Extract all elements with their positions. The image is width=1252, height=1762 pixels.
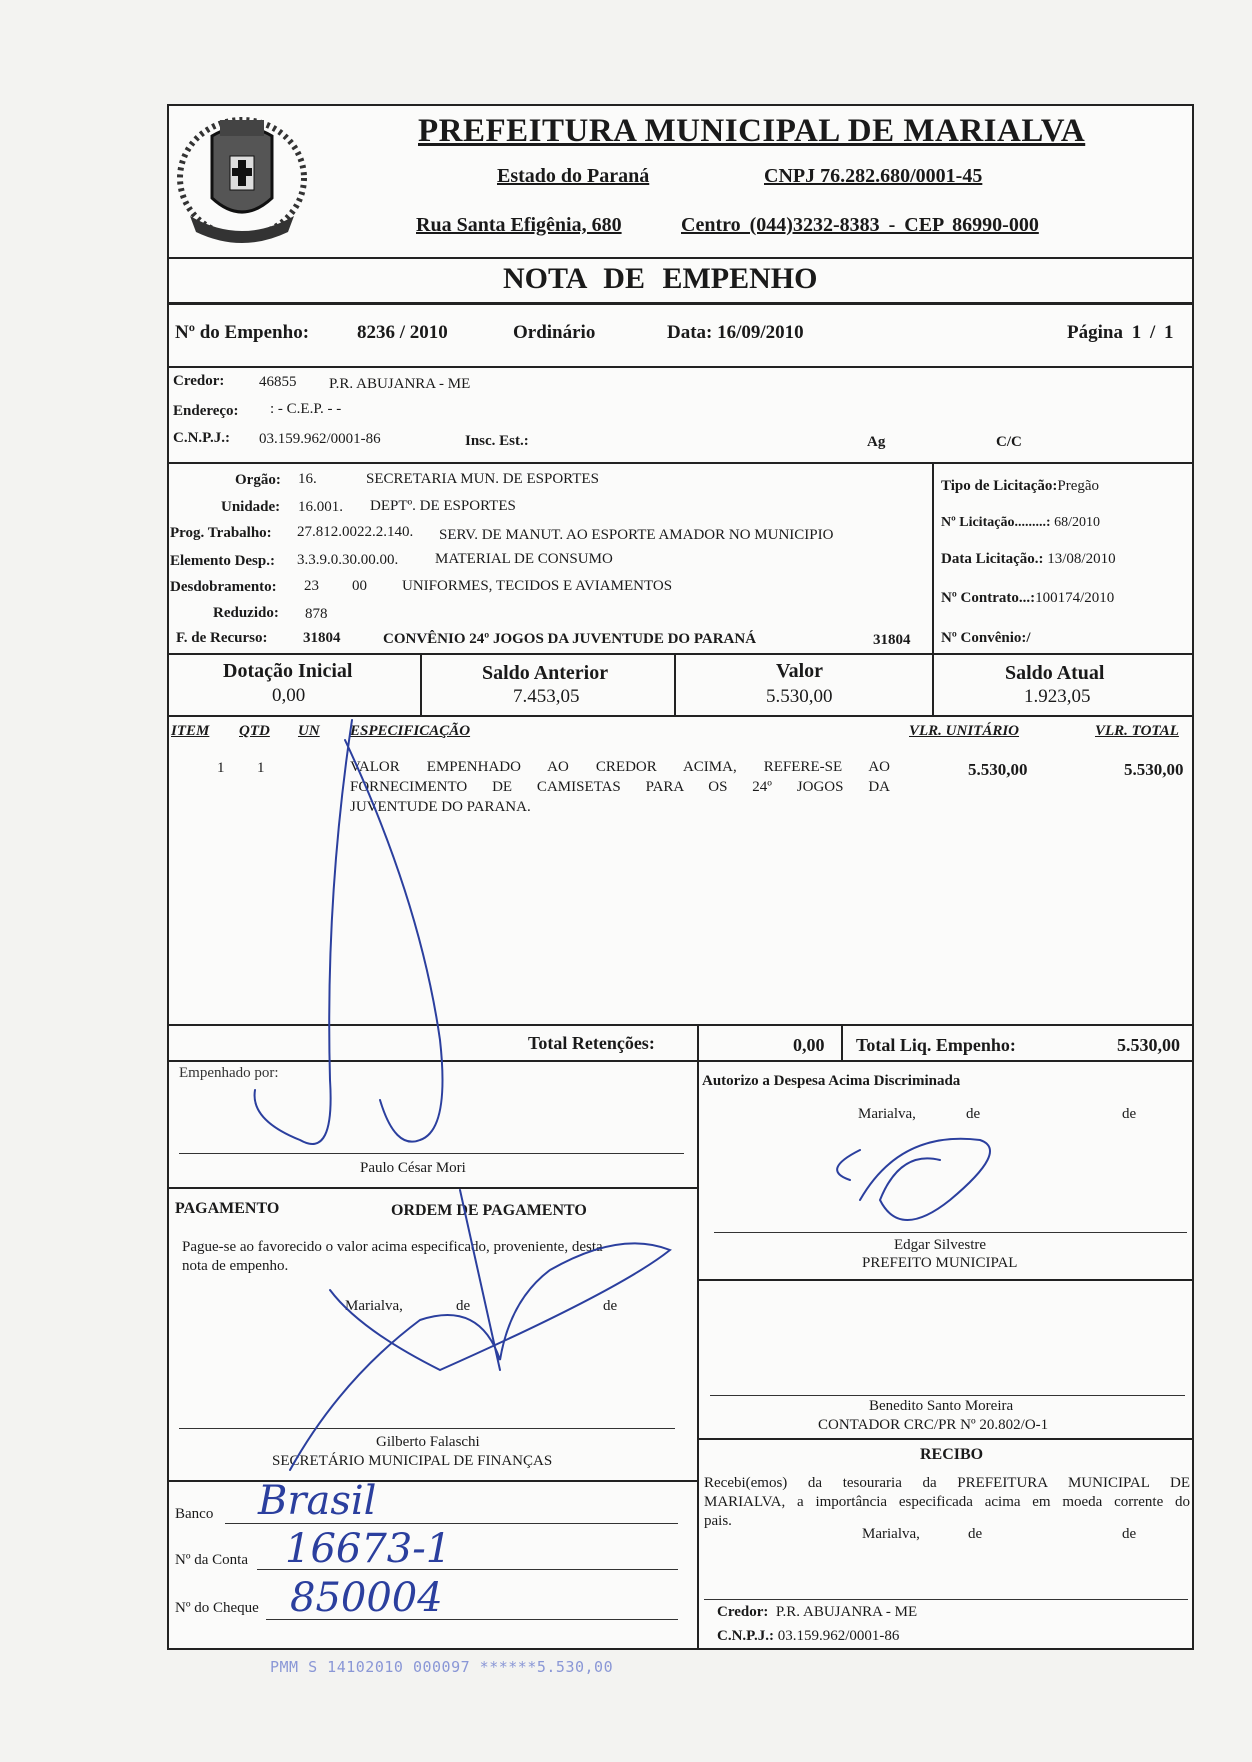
account-label: C/C [996, 434, 1022, 450]
col-header-un: UN [298, 723, 320, 739]
contract-number-value: 100174/2010 [1035, 590, 1115, 606]
document-title: NOTA DE EMPENHO [503, 262, 818, 295]
insc-est-label: Insc. Est.: [465, 433, 529, 449]
orgao-label: Orgão: [235, 472, 281, 488]
licitacao-type-value: Pregão [1057, 478, 1100, 494]
empenho-number-label: Nº do Empenho: [175, 322, 310, 343]
dotacao-value: 0,00 [272, 685, 306, 706]
licitacao-number-value: 68/2010 [1054, 515, 1100, 530]
dotacao-label: Dotação Inicial [223, 660, 353, 682]
prog-trabalho-label: Prog. Trabalho: [170, 525, 272, 541]
row-total-value: 5.530,00 [1124, 760, 1184, 779]
spec-line-1: VALOR EMPENHADO AO CREDOR ACIMA, REFERE-SE AO [350, 759, 890, 775]
unidade-code: 16.001. [298, 499, 343, 515]
recibo-line-3: pais. [704, 1513, 732, 1529]
signature-empenhado [255, 720, 443, 1144]
empenhado-label: Empenhado por: [179, 1065, 279, 1081]
address-value: : - C.E.P. - - [270, 401, 342, 417]
valor-value: 5.530,00 [766, 686, 833, 707]
desdobramento-sub: 00 [352, 578, 367, 594]
spec-line-2: FORNECIMENTO DE CAMISETAS PARA OS 24º JOGOS DA [350, 779, 890, 795]
pagamento-place: Marialva, [345, 1298, 403, 1314]
col-header-qtd: QTD [239, 723, 270, 739]
retencoes-value: 0,00 [793, 1035, 825, 1055]
reduzido-value: 878 [305, 606, 328, 622]
recibo-title: RECIBO [920, 1446, 984, 1463]
signature-secretario [290, 1190, 670, 1470]
licitacao-number-label: Nº Licitação.........: [941, 515, 1051, 530]
empenho-number: 8236 / 2010 [357, 322, 448, 343]
payment-stamp: PMM S 14102010 000097 ******5.530,00 [270, 1658, 614, 1676]
pagamento-text-line-1: Pague-se ao favorecido o valor acima especificado, proveniente, desta [182, 1239, 603, 1255]
recibo-de-2: de [1122, 1526, 1137, 1542]
convenio-label: Nº Convênio:/ [941, 630, 1031, 646]
licitacao-type-label: Tipo de Licitação: [941, 478, 1058, 494]
address-label: Endereço: [173, 403, 239, 419]
autorizo-de-2: de [1122, 1106, 1137, 1122]
conta-value: 16673-1 [285, 1526, 452, 1572]
saldo-anterior-label: Saldo Anterior [482, 662, 609, 684]
total-liquido-label: Total Liq. Empenho: [856, 1035, 1016, 1055]
elemento-code: 3.3.9.0.30.00.00. [297, 552, 399, 568]
orgao-code: 16. [298, 471, 317, 487]
recibo-line-2: MARIALVA, a importância especificada acima em moeda corrente do [704, 1494, 1190, 1510]
prefeito-name: Edgar Silvestre [894, 1237, 987, 1253]
desdobramento-code: 23 [304, 578, 319, 594]
credor-name: P.R. ABUJANRA - ME [329, 376, 471, 392]
desdobramento-label: Desdobramento: [170, 579, 277, 595]
contact-info: Centro (044)3232-8383 - CEP 86990-000 [681, 214, 1039, 236]
contador-role: CONTADOR CRC/PR Nº 20.802/O-1 [818, 1417, 1049, 1433]
spec-line-3: JUVENTUDE DO PARANA. [350, 799, 531, 815]
elemento-label: Elemento Desp.: [170, 553, 275, 569]
row-qtd: 1 [257, 760, 265, 776]
col-header-item: ITEM [171, 723, 210, 739]
cheque-label: Nº do Cheque [175, 1600, 259, 1616]
ordem-pagamento-label: ORDEM DE PAGAMENTO [391, 1202, 587, 1219]
signature-prefeito [837, 1139, 990, 1220]
pagamento-label: PAGAMENTO [175, 1200, 280, 1217]
recurso-name: CONVÊNIO 24º JOGOS DA JUVENTUDE DO PARANÁ [383, 631, 757, 647]
banco-label: Banco [175, 1506, 214, 1522]
recibo-cnpj-label: C.N.P.J.: [717, 1628, 774, 1644]
cheque-value: 850004 [290, 1575, 443, 1621]
pagamento-de-1: de [456, 1298, 471, 1314]
credor-code: 46855 [259, 374, 297, 390]
total-liquido-value: 5.530,00 [1117, 1035, 1180, 1055]
unidade-label: Unidade: [221, 499, 281, 515]
city-cnpj: CNPJ 76.282.680/0001-45 [764, 165, 983, 187]
recibo-credor-label: Credor: [717, 1604, 769, 1620]
autorizo-label: Autorizo a Despesa Acima Discriminada [702, 1073, 961, 1089]
recurso-code-2: 31804 [873, 632, 911, 648]
recurso-value: 31804 [303, 630, 341, 646]
desdobramento-name: UNIFORMES, TECIDOS E AVIAMENTOS [402, 578, 673, 594]
saldo-atual-label: Saldo Atual [1005, 662, 1105, 684]
recibo-credor-name: P.R. ABUJANRA - ME [775, 1604, 918, 1620]
licitacao-date-value: 13/08/2010 [1047, 551, 1116, 567]
secretario-role: SECRETÁRIO MUNICIPAL DE FINANÇAS [272, 1453, 553, 1469]
licitacao-date-label: Data Licitação.: [941, 551, 1044, 567]
recibo-place: Marialva, [862, 1526, 920, 1542]
recibo-line-1: Recebi(emos) da tesouraria da PREFEITURA MUNICIPAL DE [704, 1475, 1190, 1491]
banco-value: Brasil [258, 1478, 377, 1524]
unidade-name: DEPTº. DE ESPORTES [370, 498, 516, 514]
saldo-anterior-value: 7.453,05 [513, 686, 580, 707]
state-name: Estado do Paraná [497, 165, 650, 187]
contract-number-label: Nº Contrato...: [941, 590, 1036, 606]
empenhado-name: Paulo César Mori [360, 1160, 466, 1176]
orgao-name: SECRETARIA MUN. DE ESPORTES [366, 471, 599, 487]
empenho-date: Data: 16/09/2010 [667, 322, 804, 343]
credor-cnpj: 03.159.962/0001-86 [259, 431, 381, 447]
col-header-unit: VLR. UNITÁRIO [909, 723, 1020, 739]
contador-name: Benedito Santo Moreira [869, 1398, 1014, 1414]
col-header-total: VLR. TOTAL [1095, 723, 1179, 739]
row-unit-value: 5.530,00 [968, 760, 1028, 779]
page-number: Página 1 / 1 [1067, 322, 1174, 343]
recibo-cnpj-value: 03.159.962/0001-86 [777, 1628, 900, 1644]
col-header-spec: ESPECIFICAÇÃO [350, 723, 471, 739]
street-address: Rua Santa Efigênia, 680 [416, 214, 622, 236]
agency-label: Ag [867, 434, 886, 450]
prog-trabalho-code: 27.812.0022.2.140. [297, 524, 414, 540]
saldo-atual-value: 1.923,05 [1024, 686, 1091, 707]
retencoes-label: Total Retenções: [528, 1033, 655, 1053]
empenho-type: Ordinário [513, 322, 596, 343]
reduzido-label: Reduzido: [213, 605, 279, 621]
autorizo-place: Marialva, [858, 1106, 916, 1122]
valor-label: Valor [776, 660, 824, 682]
autorizo-de-1: de [966, 1106, 981, 1122]
municipality-title: PREFEITURA MUNICIPAL DE MARIALVA [418, 113, 1086, 149]
elemento-name: MATERIAL DE CONSUMO [435, 551, 613, 567]
pagamento-text-line-2: nota de empenho. [182, 1258, 289, 1274]
pagamento-de-2: de [603, 1298, 618, 1314]
prog-trabalho-name: SERV. DE MANUT. AO ESPORTE AMADOR NO MUNICIPIO [439, 527, 834, 543]
row-item: 1 [217, 760, 225, 776]
credor-cnpj-label: C.N.P.J.: [173, 430, 230, 446]
recibo-de-1: de [968, 1526, 983, 1542]
recurso-label: F. de Recurso: [176, 630, 268, 646]
secretario-name: Gilberto Falaschi [376, 1434, 480, 1450]
prefeito-role: PREFEITO MUNICIPAL [862, 1255, 1018, 1271]
conta-label: Nº da Conta [175, 1552, 248, 1568]
credor-label: Credor: [173, 373, 225, 389]
